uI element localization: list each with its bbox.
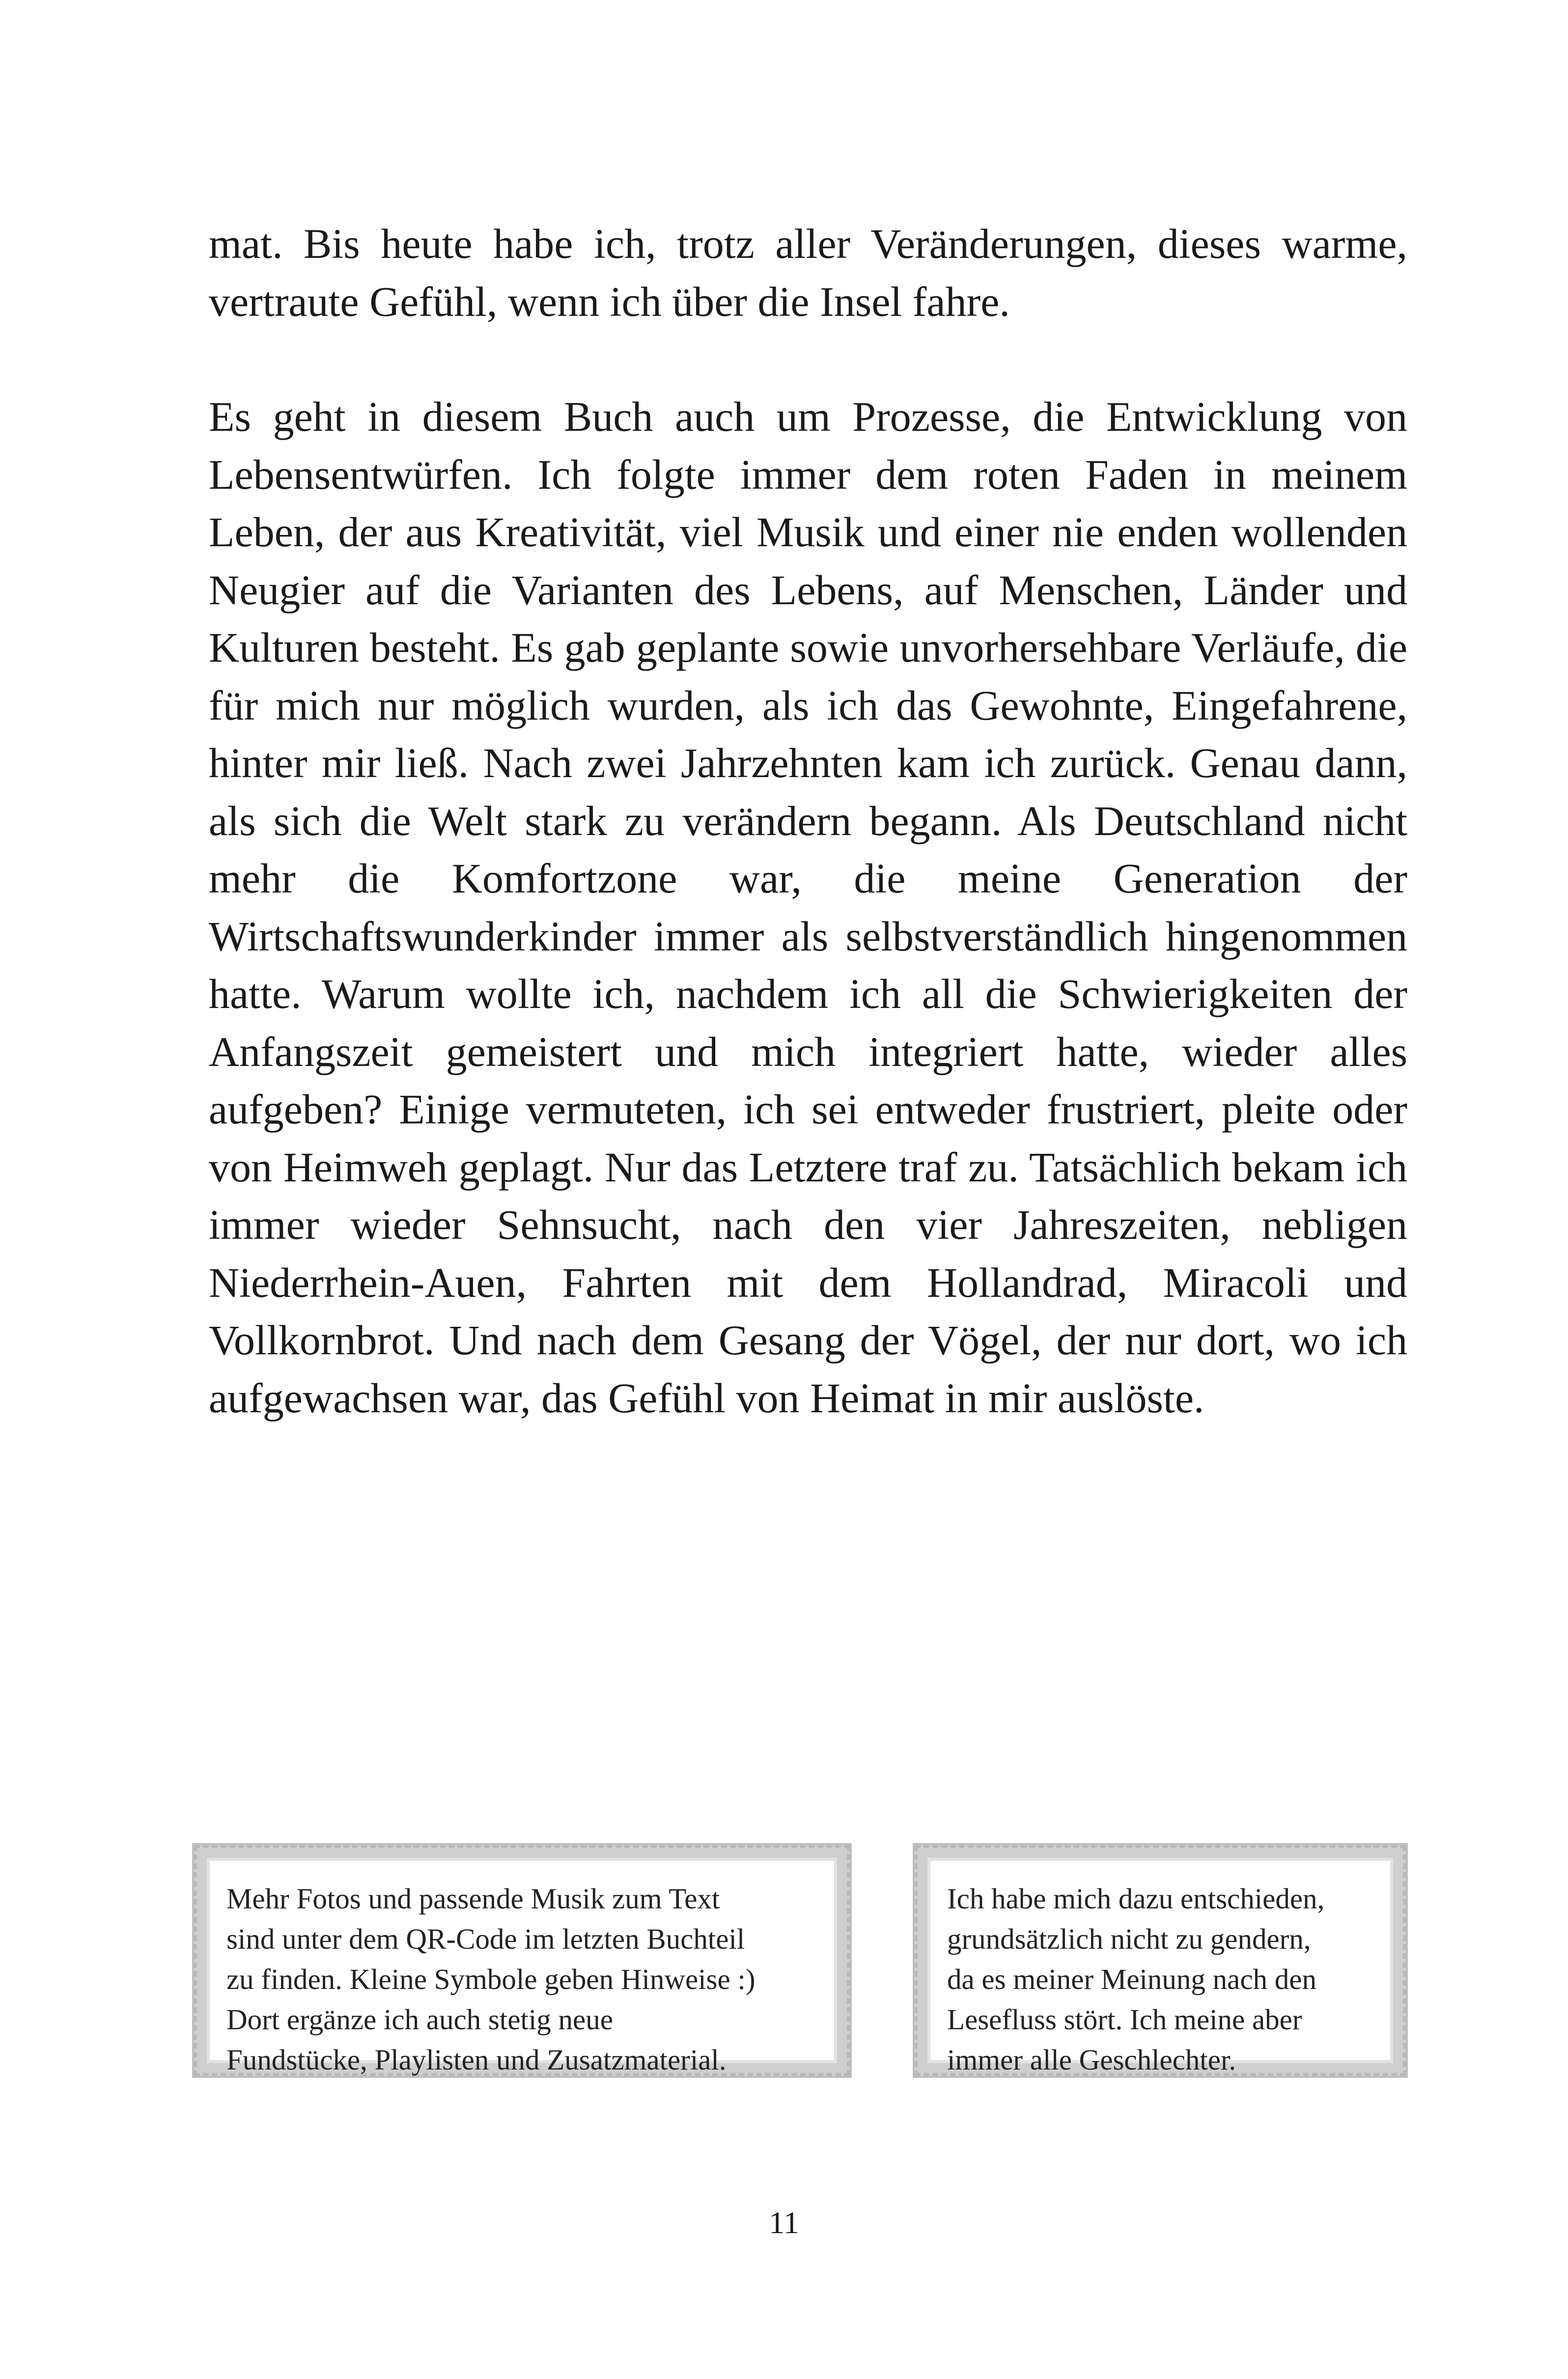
note-line: zu finden. Kleine Symbole geben Hinweise :)	[226, 1963, 756, 1995]
note-text-gendering	[947, 1878, 1378, 2080]
note-line: Lesefluss stört. Ich meine aber	[947, 2003, 1302, 2036]
note-line: immer alle Geschlechter.	[947, 2043, 1236, 2076]
note-line: Dort ergänze ich auch stetig neue	[226, 2003, 613, 2036]
note-box-gendering	[915, 1845, 1406, 2076]
note-box-photos-music	[194, 1845, 850, 2076]
body-paragraph-1: mat. Bis heute habe ich, trotz aller Veränderungen, dieses warme, vertraute Gefühl, wenn ich über die Insel fahre.	[209, 220, 1407, 325]
note-line: grundsätzlich nicht zu gendern,	[947, 1923, 1311, 1955]
note-line: sind unter dem QR-Code im letzten Buchteil	[226, 1923, 745, 1955]
note-text-photos-music	[226, 1878, 822, 2080]
note-line: da es meiner Meinung nach den	[947, 1963, 1316, 1995]
page-number: 11	[769, 2205, 799, 2240]
body-paragraph-2: Es geht in diesem Buch auch um Prozesse, die Entwicklung von Lebensentwürfen. Ich folgte immer dem roten Faden in meinem Leben, der aus Kreativität, viel Musik und einer nie enden wollenden Neugier auf die Varianten des Lebens, auf Menschen, Länder und Kulturen besteht. Es gab geplante sowie unvorhersehbare Verläufe, die für mich nur möglich wurden, als ich das Gewohnte, Eingefahrene, hinter mir ließ. Nach zwei Jahrzehnten kam ich zurück. Genau dann, als sich die Welt stark zu verändern begann. Als Deutschland nicht mehr die Komfortzone war, die meine Generation der Wirtschaftswunderkinder immer als selbstverständlich hingenommen hatte. Warum wollte ich, nachdem ich all die Schwierigkeiten der Anfangszeit gemeistert und mich integriert hatte, wieder alles aufgeben? Einige vermuteten, ich sei entweder frustriert, pleite oder von Heimweh geplagt. Nur das Letztere traf zu. Tatsächlich bekam ich immer wieder Sehnsucht, nach den vier Jahreszeiten, nebligen Niederrhein-Auen, Fahrten mit dem Hollandrad, Miracoli und Vollkornbrot. Und nach dem Gesang der Vögel, der nur dort, wo ich aufgewachsen war, das Gefühl von Heimat in mir auslöste.	[209, 393, 1407, 1422]
note-line: Ich habe mich dazu entschieden,	[947, 1882, 1325, 1915]
note-line: Mehr Fotos und passende Musik zum Text	[226, 1882, 720, 1915]
note-line: Fundstücke, Playlisten und Zusatzmaterial.	[226, 2043, 727, 2076]
